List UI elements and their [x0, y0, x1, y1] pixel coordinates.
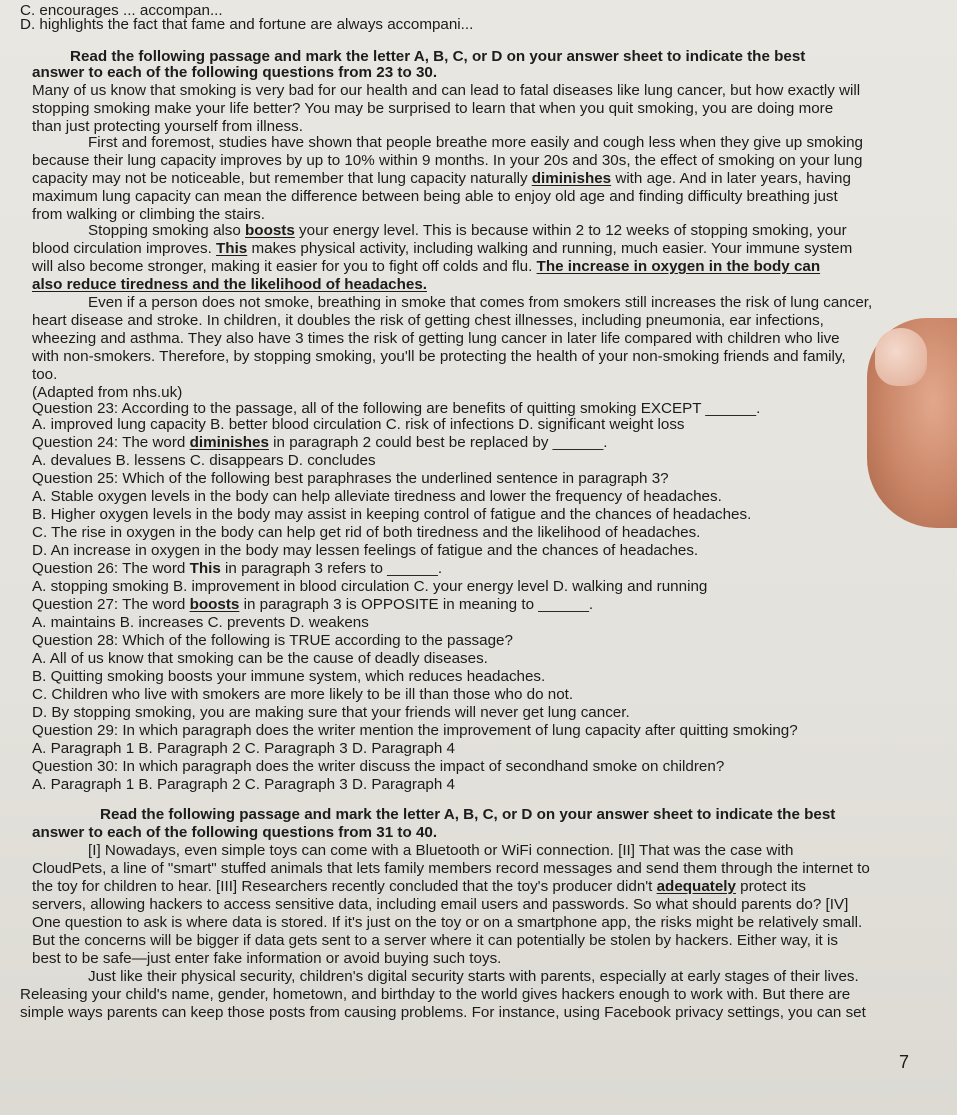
text-segment: Stopping smoking also: [88, 222, 246, 239]
text-segment: Read the following passage and mark the letter A, B, C, or D on your answer sheet to indicate the best: [70, 48, 806, 65]
text-line: [32, 560, 442, 578]
text-segment: in paragraph 2 could best be replaced by ______.: [268, 434, 608, 451]
text-line: [32, 434, 608, 452]
text-segment: boosts: [245, 222, 295, 239]
text-segment: the toy for children to hear. [III] Researchers recently concluded that the toy's producer didn't: [32, 878, 657, 895]
text-segment: also reduce tiredness and the likelihood of headaches.: [32, 276, 427, 293]
text-segment: Many of us know that smoking is very bad for our health and can lead to fatal diseases like lung cancer, but how exactly will: [32, 82, 861, 99]
text-segment: A. stopping smoking B. improvement in blood circulation C. your energy level D. walking and running: [32, 578, 708, 595]
text-line: [32, 506, 751, 524]
text-line: [32, 632, 513, 650]
text-line: [32, 152, 862, 170]
text-segment: than just protecting yourself from illness.: [32, 118, 303, 135]
text-segment: This: [189, 560, 221, 577]
text-segment: capacity may not be noticeable, but remember that lung capacity naturally: [32, 170, 532, 187]
text-line: [32, 824, 437, 842]
text-line: [32, 366, 57, 384]
text-segment: Even if a person does not smoke, breathing in smoke that comes from smokers still increases the risk of lung cancer,: [88, 294, 873, 311]
text-segment: The increase in oxygen in the body can: [536, 258, 821, 275]
text-line: [32, 878, 806, 896]
text-line: [32, 578, 707, 596]
text-segment: with non-smokers. Therefore, by stopping smoking, you'll be protecting the health of your non-smoking friends and family,: [32, 348, 846, 365]
text-line: [32, 170, 851, 188]
text-segment: A. Paragraph 1 B. Paragraph 2 C. Paragraph 3 D. Paragraph 4: [32, 740, 455, 757]
text-line: [32, 240, 852, 258]
text-segment: CloudPets, a line of "smart" stuffed animals that lets family members record messages and send them through the internet to: [32, 860, 870, 877]
text-segment: heart disease and stroke. In children, it doubles the risk of getting chest illnesses, including pneumonia, ear infections,: [32, 312, 824, 329]
text-segment: A. Paragraph 1 B. Paragraph 2 C. Paragraph 3 D. Paragraph 4: [32, 776, 455, 793]
text-segment: in paragraph 3 refers to ______.: [220, 560, 443, 577]
text-segment: First and foremost, studies have shown that people breathe more easily and cough less when they give up smoking: [88, 134, 863, 151]
text-line: [88, 294, 872, 312]
text-line: [32, 64, 437, 82]
text-segment: C. The rise in oxygen in the body can help get rid of both tiredness and the likelihood of headaches.: [32, 524, 701, 541]
text-segment: protect its: [735, 878, 807, 895]
text-line: [32, 596, 593, 614]
text-line: [32, 470, 669, 488]
page-number: 7: [898, 1052, 909, 1072]
text-segment: D. highlights the fact that fame and fortune are always accompani...: [20, 16, 474, 33]
text-segment: C. encourages ... accompan...: [20, 2, 223, 19]
text-segment: Just like their physical security, children's digital security starts with parents, especially at early stages of their lives.: [88, 968, 859, 985]
text-line: [32, 686, 573, 704]
text-line: [32, 860, 870, 878]
text-segment: One question to ask is where data is stored. If it's just on the toy or on a smartphone app, the risks might be relatively small.: [32, 914, 863, 931]
text-segment: your energy level. This is because within 2 to 12 weeks of stopping smoking, your: [294, 222, 847, 239]
text-segment: Question 23: According to the passage, all of the following are benefits of quitting smoking EXCEPT ______.: [32, 400, 761, 417]
text-segment: answer to each of the following questions from 23 to 30.: [32, 64, 438, 81]
text-segment: This: [216, 240, 248, 257]
text-line: [32, 330, 840, 348]
text-segment: (Adapted from nhs.uk): [32, 384, 183, 401]
text-segment: simple ways parents can keep those posts from causing problems. For instance, using Facebook privacy settings, you can set: [20, 1004, 866, 1021]
text-line: [32, 452, 376, 470]
text-line: [32, 416, 685, 434]
text-line: [32, 82, 860, 100]
text-line: [32, 668, 545, 686]
text-line: [88, 842, 793, 860]
text-segment: A. All of us know that smoking can be the cause of deadly diseases.: [32, 650, 488, 667]
text-segment: [I] Nowadays, even simple toys can come with a Bluetooth or WiFi connection. [II] That was the case with: [88, 842, 794, 859]
text-line: [100, 806, 835, 824]
text-segment: wheezing and asthma. They also have 3 times the risk of getting lung cancer in later life compared with children who live: [32, 330, 840, 347]
text-segment: servers, allowing hackers to access sensitive data, including email users and passwords. So what should parents do? [IV]: [32, 896, 849, 913]
text-segment: adequately: [656, 878, 736, 895]
text-line: [32, 896, 848, 914]
text-segment: with age. And in later years, having: [611, 170, 851, 187]
text-line: [20, 16, 473, 34]
text-line: [20, 986, 850, 1004]
text-segment: Read the following passage and mark the letter A, B, C, or D on your answer sheet to indicate the best: [100, 806, 836, 823]
text-segment: Question 29: In which paragraph does the writer mention the improvement of lung capacity after quitting smoking?: [32, 722, 798, 739]
text-line: [32, 722, 798, 740]
text-line: [20, 1004, 866, 1022]
text-segment: diminishes: [531, 170, 612, 187]
text-segment: Question 27: The word: [32, 596, 190, 613]
text-segment: D. By stopping smoking, you are making sure that your friends will never get lung cancer.: [32, 704, 630, 721]
text-segment: A. Stable oxygen levels in the body can help alleviate tiredness and lower the frequency of headaches.: [32, 488, 722, 505]
text-line: [32, 614, 369, 632]
text-segment: diminishes: [189, 434, 269, 451]
text-segment: from walking or climbing the stairs.: [32, 206, 265, 223]
text-segment: Question 25: Which of the following best paraphrases the underlined sentence in paragraph 3?: [32, 470, 669, 487]
text-line: [88, 222, 847, 240]
thumbnail-photo: [875, 328, 927, 386]
text-segment: answer to each of the following questions from 31 to 40.: [32, 824, 438, 841]
text-line: [32, 276, 427, 294]
text-segment: A. maintains B. increases C. prevents D. weakens: [32, 614, 369, 631]
text-segment: Question 30: In which paragraph does the writer discuss the impact of secondhand smoke on children?: [32, 758, 725, 775]
text-segment: in paragraph 3 is OPPOSITE in meaning to ______.: [239, 596, 594, 613]
text-segment: Releasing your child's name, gender, hometown, and birthday to the world gives hackers enough to work with. But there are: [20, 986, 851, 1003]
text-line: [32, 950, 501, 968]
text-line: [32, 312, 824, 330]
text-segment: because their lung capacity improves by up to 10% within 9 months. In your 20s and 30s, the effect of smoking on your lung: [32, 152, 863, 169]
text-segment: D. An increase in oxygen in the body may lessen feelings of fatigue and the chances of headaches.: [32, 542, 699, 559]
text-segment: makes physical activity, including walking and running, much easier. Your immune system: [247, 240, 853, 257]
text-segment: A. devalues B. lessens C. disappears D. concludes: [32, 452, 376, 469]
text-segment: best to be safe—just enter fake information or avoid buying such toys.: [32, 950, 502, 967]
text-line: [32, 524, 700, 542]
text-segment: B. Higher oxygen levels in the body may assist in keeping control of fatigue and the chances of headaches.: [32, 506, 752, 523]
text-segment: Question 24: The word: [32, 434, 190, 451]
text-line: [32, 758, 724, 776]
text-segment: will also become stronger, making it easier for you to fight off colds and flu.: [32, 258, 537, 275]
text-segment: But the concerns will be bigger if data gets sent to a server where it can potentially be stolen by hackers. Either way, it is: [32, 932, 838, 949]
text-line: [32, 914, 862, 932]
text-line: [32, 100, 833, 118]
text-line: [32, 348, 846, 366]
text-segment: C. Children who live with smokers are more likely to be ill than those who do not.: [32, 686, 574, 703]
text-segment: too.: [32, 366, 58, 383]
text-segment: A. improved lung capacity B. better blood circulation C. risk of infections D. significant weight loss: [32, 416, 685, 433]
text-line: [32, 258, 820, 276]
text-line: [32, 740, 455, 758]
text-segment: B. Quitting smoking boosts your immune system, which reduces headaches.: [32, 668, 546, 685]
text-segment: blood circulation improves.: [32, 240, 217, 257]
text-segment: Question 26: The word: [32, 560, 190, 577]
text-line: [88, 968, 859, 986]
text-line: [32, 488, 722, 506]
text-line: [32, 188, 838, 206]
text-line: [32, 932, 838, 950]
text-segment: stopping smoking make your life better? You may be surprised to learn that when you quit smoking, you are doing more: [32, 100, 834, 117]
text-segment: boosts: [189, 596, 240, 613]
text-line: [32, 776, 455, 794]
text-line: [32, 650, 488, 668]
text-segment: Question 28: Which of the following is TRUE according to the passage?: [32, 632, 513, 649]
text-segment: maximum lung capacity can mean the difference between being able to enjoy old age and finding difficulty breathing just: [32, 188, 838, 205]
text-line: [88, 134, 863, 152]
text-line: [32, 704, 630, 722]
text-line: [32, 542, 698, 560]
